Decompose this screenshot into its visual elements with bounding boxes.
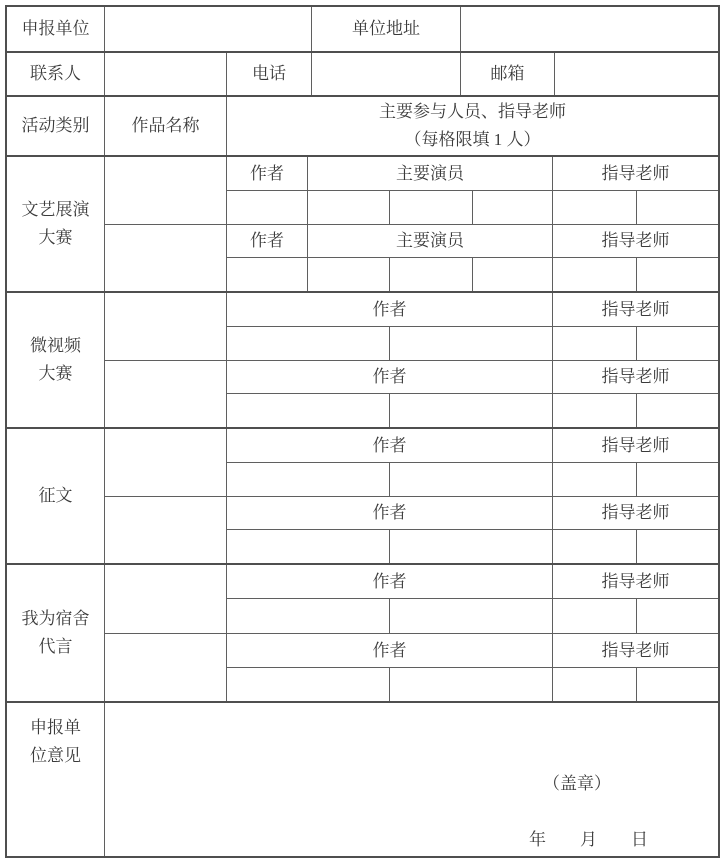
participants-header xyxy=(227,97,718,155)
author-input[interactable] xyxy=(227,668,390,701)
teacher-header: 指导老师 xyxy=(601,435,670,455)
teacher-header: 指导老师 xyxy=(601,572,670,592)
entry-row xyxy=(227,668,718,701)
work-name-input[interactable] xyxy=(105,293,226,361)
email-label: 邮箱 xyxy=(461,53,555,95)
author-input[interactable] xyxy=(227,530,390,563)
teacher-header: 指导老师 xyxy=(601,640,670,660)
performance-entry-row xyxy=(227,258,718,291)
work-name-input[interactable] xyxy=(105,634,226,702)
author-input[interactable] xyxy=(390,463,553,496)
unit-address-input[interactable] xyxy=(461,7,718,51)
author-input[interactable] xyxy=(227,191,308,224)
unit-opinion-label: 申报单 位意见 xyxy=(7,703,105,856)
unit-address-label: 单位地址 xyxy=(312,7,461,51)
teacher-header: 指导老师 xyxy=(601,163,670,183)
teacher-input[interactable] xyxy=(553,394,637,427)
application-form-table xyxy=(5,5,720,858)
subheader-row xyxy=(227,497,718,531)
participants-header-line2: （每格限填 1 人） xyxy=(404,130,541,149)
phone-label: 电话 xyxy=(227,53,312,95)
section-essay-name: 征文 xyxy=(7,429,105,563)
section-dorm-name: 我为宿舍 代言 xyxy=(7,565,105,701)
actor-input[interactable] xyxy=(308,258,390,291)
entry-row xyxy=(227,530,718,563)
subheader-row xyxy=(227,361,718,395)
actor-input[interactable] xyxy=(473,191,553,224)
main-actor-header: 主要演员 xyxy=(308,225,553,258)
author-input[interactable] xyxy=(390,668,553,701)
section-micro-video-name: 微视频 大赛 xyxy=(7,293,105,427)
section-performance xyxy=(7,157,718,293)
email-input[interactable] xyxy=(555,53,718,95)
author-input[interactable] xyxy=(390,530,553,563)
teacher-input[interactable] xyxy=(553,530,637,563)
teacher-input[interactable] xyxy=(637,668,718,701)
row-unit-opinion xyxy=(7,703,718,856)
work-name-input[interactable] xyxy=(105,565,226,634)
teacher-input[interactable] xyxy=(637,191,718,224)
seal-note: （盖章） xyxy=(543,774,611,793)
entry-row xyxy=(227,463,718,497)
teacher-input[interactable] xyxy=(553,668,637,701)
row-applicant-unit xyxy=(7,7,718,53)
teacher-input[interactable] xyxy=(637,530,718,563)
teacher-input[interactable] xyxy=(637,258,718,291)
author-input[interactable] xyxy=(227,394,390,427)
subheader-row xyxy=(227,634,718,668)
teacher-input[interactable] xyxy=(637,463,718,496)
teacher-input[interactable] xyxy=(637,394,718,427)
row-contact xyxy=(7,53,718,97)
teacher-input[interactable] xyxy=(637,327,718,360)
entry-row xyxy=(227,599,718,633)
performance-subheader-row xyxy=(227,157,718,191)
author-header: 作者 xyxy=(227,429,553,462)
teacher-header: 指导老师 xyxy=(601,231,670,251)
performance-entry-row xyxy=(227,191,718,225)
work-name-input[interactable] xyxy=(105,157,226,225)
teacher-input[interactable] xyxy=(637,599,718,632)
contact-label: 联系人 xyxy=(7,53,105,95)
applicant-unit-label: 申报单位 xyxy=(7,7,105,51)
section-essay xyxy=(7,429,718,565)
teacher-header: 指导老师 xyxy=(601,503,670,523)
teacher-input[interactable] xyxy=(553,327,637,360)
author-header: 作者 xyxy=(227,157,308,190)
author-header: 作者 xyxy=(227,293,553,326)
section-performance-name: 文艺展演 大赛 xyxy=(7,157,105,291)
author-header: 作者 xyxy=(227,225,308,258)
teacher-input[interactable] xyxy=(553,599,637,632)
phone-input[interactable] xyxy=(312,53,461,95)
author-header: 作者 xyxy=(227,361,553,394)
applicant-unit-input[interactable] xyxy=(105,7,312,51)
category-header: 活动类别 xyxy=(7,97,105,155)
work-name-header: 作品名称 xyxy=(105,97,227,155)
teacher-input[interactable] xyxy=(553,191,637,224)
actor-input[interactable] xyxy=(308,191,390,224)
author-header: 作者 xyxy=(227,565,553,598)
author-input[interactable] xyxy=(227,463,390,496)
actor-input[interactable] xyxy=(473,258,553,291)
author-input[interactable] xyxy=(390,327,553,360)
actor-input[interactable] xyxy=(390,191,473,224)
main-actor-header: 主要演员 xyxy=(308,157,553,190)
actor-input[interactable] xyxy=(390,258,473,291)
work-name-input[interactable] xyxy=(105,429,226,497)
row-column-headers xyxy=(7,97,718,157)
teacher-header: 指导老师 xyxy=(601,367,670,387)
section-dorm-spokesperson xyxy=(7,565,718,703)
section-micro-video xyxy=(7,293,718,429)
teacher-input[interactable] xyxy=(553,258,637,291)
author-input[interactable] xyxy=(227,599,390,632)
work-name-input[interactable] xyxy=(105,225,226,292)
subheader-row xyxy=(227,429,718,463)
author-input[interactable] xyxy=(390,394,553,427)
teacher-input[interactable] xyxy=(553,463,637,496)
work-name-input[interactable] xyxy=(105,497,226,564)
date-line: 年 月 日 xyxy=(529,830,648,849)
performance-subheader-row xyxy=(227,225,718,259)
entry-row xyxy=(227,394,718,427)
author-header: 作者 xyxy=(227,634,553,667)
participants-header-line1: 主要参与人员、指导老师 xyxy=(379,101,566,121)
author-input[interactable] xyxy=(227,327,390,360)
work-name-input[interactable] xyxy=(105,361,226,428)
author-header: 作者 xyxy=(227,497,553,530)
subheader-row xyxy=(227,293,718,327)
teacher-header: 指导老师 xyxy=(601,299,670,319)
subheader-row xyxy=(227,565,718,599)
entry-row xyxy=(227,327,718,361)
unit-opinion-input[interactable] xyxy=(105,703,718,856)
author-input[interactable] xyxy=(390,599,553,632)
contact-input[interactable] xyxy=(105,53,227,95)
author-input[interactable] xyxy=(227,258,308,291)
